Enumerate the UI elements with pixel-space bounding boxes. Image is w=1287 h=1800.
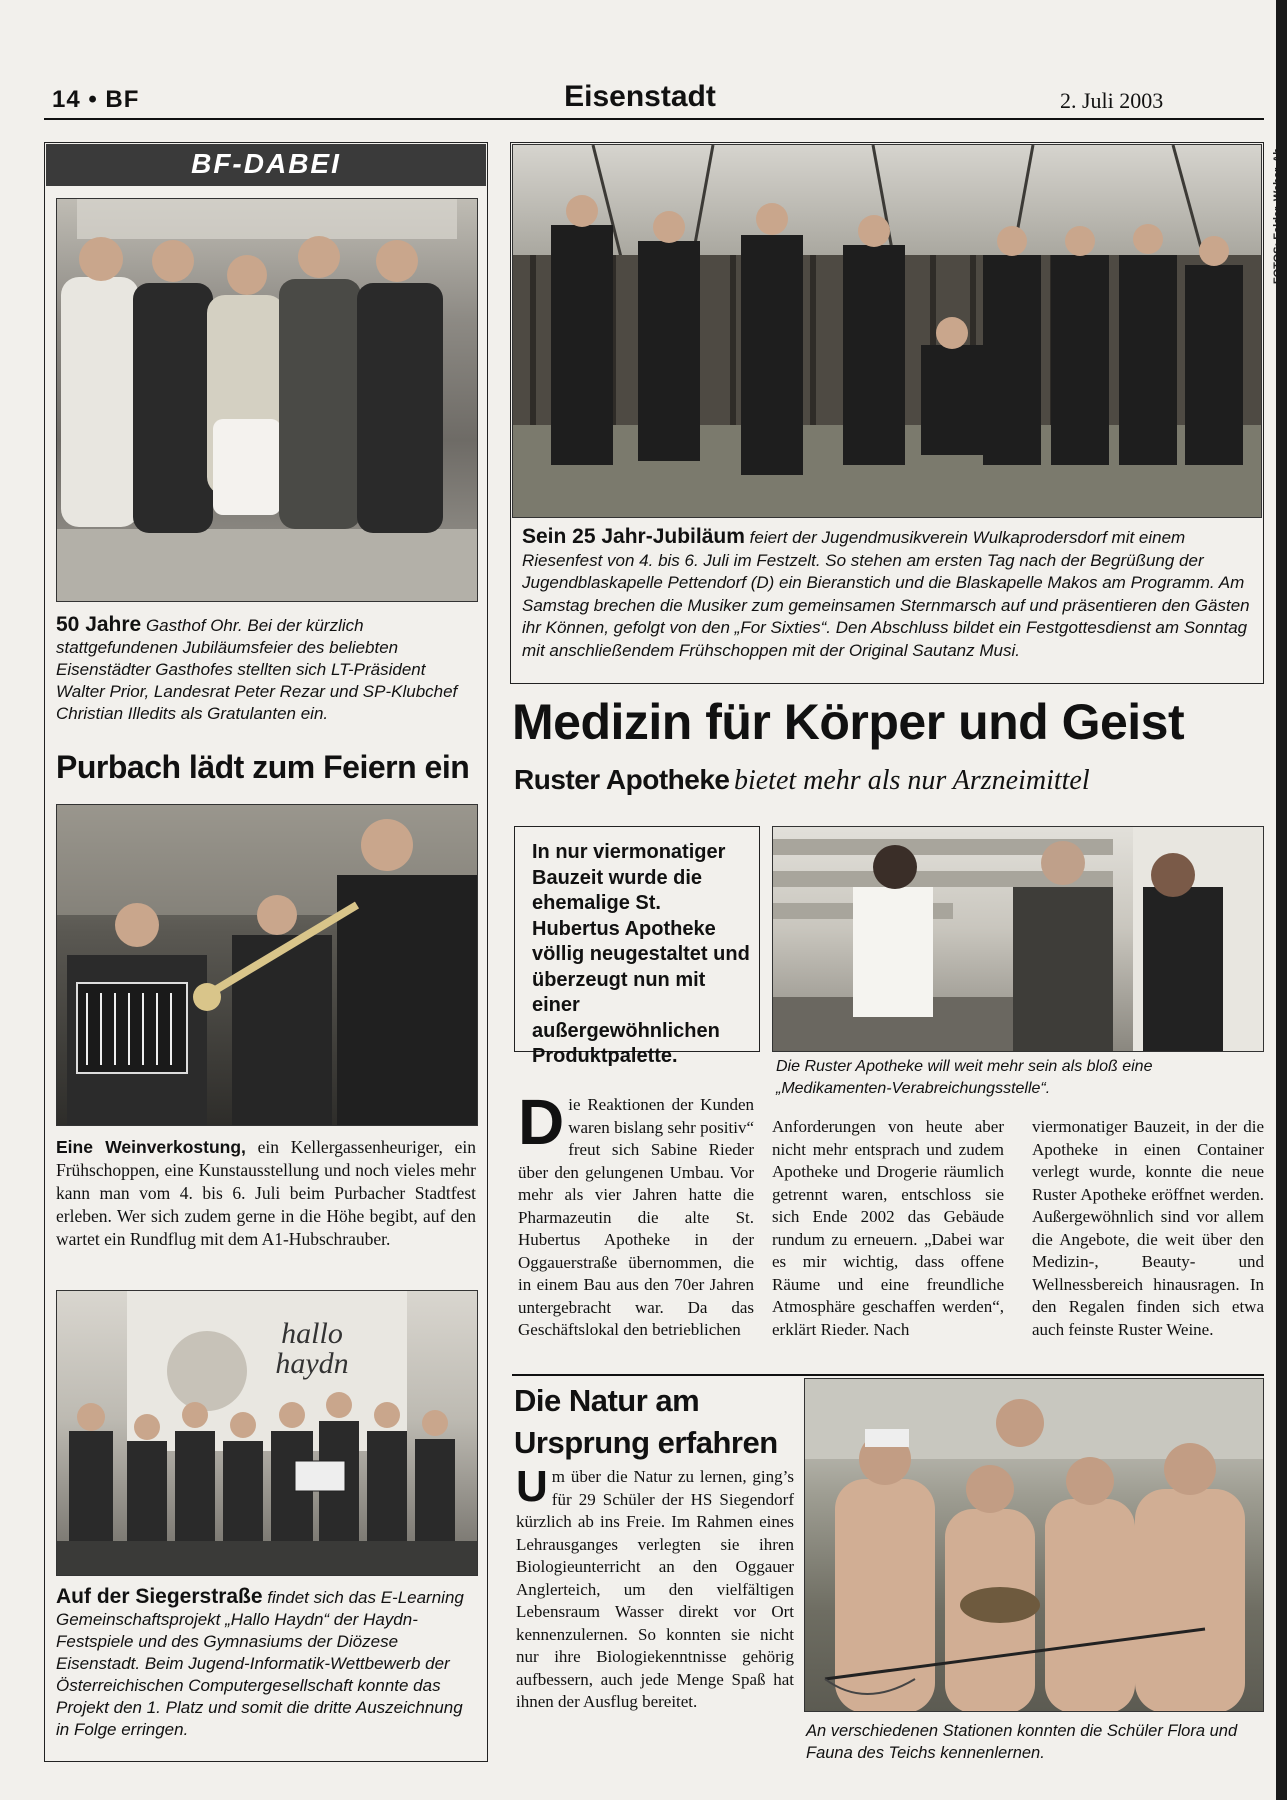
apotheke-bottom-rule (512, 1374, 1264, 1376)
natur-photo-caption: An verschiedenen Stationen konnten die Schüler Flora und Fauna des Teichs kennenlernen. (806, 1722, 1238, 1762)
natur-photo (804, 1378, 1264, 1712)
haydn-caption-text: findet sich das E-Learning Gemeinschaftsprojekt „Hallo Haydn“ der Haydn-Festspiele und des Gymnasiums der Diözese Eisenstadt. Beim Jugend-Informatik-Wettbewerb der Österreichischen Computergesellschaft konnte das Projekt den 1. Platz und somit die dritte Auszeichnung in Folge erringen. (56, 1588, 464, 1739)
blaskapelle-photo (512, 144, 1262, 518)
purbach-caption-text: ein Kellergassenheuriger, ein Frühschoppen, eine Kunstausstellung und noch vieles mehr kann man vom 4. bis 6. Juli beim Purbacher Stadtfest erleben. Wer sich zudem gerne in die Höhe begibt, auf den wartet ein Rundflug mit dem A1-Hubschrauber. (56, 1137, 476, 1249)
natur-headline (514, 1380, 804, 1464)
purbach-caption-lead: Eine Weinverkostung, (56, 1137, 246, 1157)
purbach-musicians-illustration (57, 805, 478, 1126)
apotheke-shop-illustration (773, 827, 1264, 1052)
apotheke-headline: Medizin für Körper und Geist (512, 694, 1185, 750)
natur-body-text: m über die Natur zu lernen, ging’s für 29 Schüler der HS Siegendorf kürzlich ab ins Freie. Im Rahmen eines Lehrausganges verlegten sie ihren Biologieunterricht an den Oggauer Anglerteich, um den vielfältigen Lebensraum Wasser direkt vor Ort kennenzulernen. So konnten sie nicht nur ihre Biologiekenntnisse gehörig aufbessern, auch jede Menge Spaß hat ihnen der Ausflug bereitet. (516, 1467, 794, 1711)
scan-edge (1276, 0, 1287, 1800)
purbach-photo (56, 804, 478, 1126)
apotheke-col-3: viermonatiger Bauzeit, in der die Apotheke in einen Container verlegt wurde, konnte die neue Ruster Apotheke eröffnet werden. Außergewöhnlich sind vor allem die Angebote, die weit über den Medizin-, Beauty- und Wellnessbereich hinausragen. In den Regalen finden sich etwa auch feinste Ruster Weine. (1032, 1117, 1264, 1339)
bf-dabei-title: BF-DABEI (191, 148, 341, 179)
gasthof-photo (56, 198, 478, 602)
haydn-photo (56, 1290, 478, 1576)
apotheke-subhead-bold: Ruster Apotheke (514, 764, 730, 795)
purbach-headline: Purbach lädt zum Feiern ein (56, 749, 470, 785)
gasthof-caption (56, 614, 476, 725)
header-rule (44, 118, 1264, 120)
gasthof-people-illustration (57, 199, 478, 602)
apotheke-subhead (514, 764, 1264, 797)
natur-students-illustration (805, 1379, 1264, 1712)
natur-body (516, 1462, 794, 1714)
gasthof-caption-lead: 50 Jahre (56, 613, 142, 636)
apotheke-subhead-italic: bietet mehr als nur Arzneimittel (733, 765, 1090, 796)
apotheke-photo (772, 826, 1264, 1052)
jubilaeum-caption-text: feiert der Jugendmusikverein Wulkaprodersdorf mit einem Riesenfest von 4. bis 6. Juli im Festzelt. So stehen am ersten Tag nach der Begrüßung der Jugendblaskapelle Pettendorf (D) ein Bieranstich und die Blaskapelle Makos am Programm. Am Samstag brechen die Musiker zum gemeinsamen Sternmarsch auf und präsentieren den Gästen ihr Können, gefolgt von den „For Sixties“. Den Abschluss bildet ein Festgottesdienst am Sonntag mit anschließendem Frühschoppen mit der Original Sautanz Musi. (522, 528, 1250, 660)
apotheke-dropcap: D (518, 1086, 565, 1158)
section-title: Eisenstadt (564, 80, 716, 113)
blaskapelle-band-illustration (513, 145, 1262, 518)
gasthof-caption-text: Gasthof Ohr. Bei der kürzlich stattgefundenen Jubiläumsfeier des beliebten Eisenstädter Gasthofes stellten sich LT-Präsident Walter Prior, Landesrat Peter Rezar und SP-Klubchef Christian Illedits als Gratulanten ein. (56, 616, 458, 723)
apotheke-col-2: Anforderungen von heute aber nicht mehr entsprach und zudem Apotheke und Drogerie räumlich getrennt waren, entschloss sie sich Ende 2002 das Gebäude rundum zu erneuern. „Dabei war es mir wichtig, dass offene Räume und eine freundliche Atmosphäre geschaffen werden“, erklärt Rieder. Nach (772, 1117, 1004, 1339)
purbach-caption (56, 1136, 476, 1251)
page-label: 14 • BF (52, 86, 140, 113)
issue-date: 2. Juli 2003 (1060, 88, 1164, 113)
apotheke-col-1 (518, 1086, 754, 1342)
apotheke-photo-caption: Die Ruster Apotheke will weit mehr sein als bloß eine „Medikamenten-Verabreichungsstelle“. (776, 1058, 1153, 1097)
haydn-caption (56, 1586, 476, 1741)
haydn-photo-logo: hallo haydn (275, 1317, 349, 1380)
apotheke-lead: In nur viermonatiger Bauzeit wurde die ehemalige St. Hubertus Apotheke völlig neugestaltet und überzeugt nun mit einer außergewöhnlichen Produktpalette. (532, 841, 750, 1067)
natur-dropcap: U (516, 1462, 548, 1511)
haydn-caption-lead: Auf der Siegerstraße (56, 1585, 263, 1608)
jubilaeum-caption (522, 526, 1256, 663)
natur-headline-line-1: Die Natur am (514, 1383, 700, 1418)
apotheke-col-1-text: ie Reaktionen der Kunden waren bislang sehr positiv“ freut sich Sabine Rieder über den gelungenen Umbau. Vor mehr als vier Jahren hatte die Pharmazeutin die alte St. Hubertus Apotheke in der Oggauerstraße übernommen, die in einem Bau aus den 70er Jahren untergebracht war. Da das Geschäftslokal den betrieblichen (518, 1095, 754, 1339)
natur-headline-line-2: Ursprung erfahren (514, 1425, 778, 1460)
jubilaeum-caption-lead: Sein 25 Jahr-Jubiläum (522, 525, 745, 548)
